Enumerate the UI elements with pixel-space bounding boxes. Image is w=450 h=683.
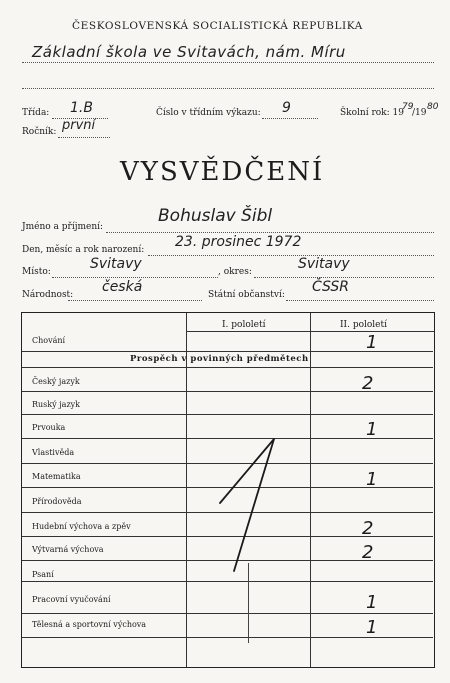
subject-label-8: Psaní	[32, 570, 54, 579]
subject-label-10: Tělesná a sportovní výchova	[32, 620, 147, 629]
row-line-0	[22, 391, 433, 392]
row-line-8	[22, 581, 433, 582]
subject-label-6: Hudební výchova a zpěv	[32, 522, 131, 531]
subject-grade-h2-2: 1	[366, 419, 378, 440]
place-label: Místo:	[22, 267, 51, 277]
chovani-label: Chování	[32, 336, 66, 345]
col-header-h2: II. pololetí	[340, 320, 388, 330]
citizenship-dotline	[286, 300, 434, 301]
district-value: Svitavy	[298, 256, 350, 272]
place-value: Svitavy	[90, 256, 142, 272]
chovani-grade-h2: 1	[366, 332, 378, 353]
row-line-1	[22, 414, 433, 415]
first-semester-mark-stroke	[248, 563, 249, 643]
nationality-value: česká	[102, 279, 143, 295]
name-value: Bohuslav Šibl	[158, 206, 273, 226]
row-line-chovani	[22, 351, 433, 352]
birth-dotline	[148, 255, 434, 256]
subject-label-0: Český jazyk	[32, 377, 80, 386]
nationality-label: Národnost:	[22, 290, 74, 300]
subject-label-1: Ruský jazyk	[32, 400, 81, 409]
row-line-10	[22, 637, 433, 638]
subject-label-3: Vlastivěda	[32, 448, 75, 457]
subject-label-2: Prvouka	[32, 423, 66, 432]
cislo-value: 9	[282, 100, 291, 116]
row-line-section	[22, 367, 433, 368]
district-label: , okres:	[218, 267, 252, 277]
rok-value-a: 79	[402, 102, 414, 112]
name-label: Jméno a příjmení:	[22, 222, 104, 232]
cislo-label: Číslo v třídním výkazu:	[156, 108, 261, 118]
district-dotline	[254, 277, 434, 278]
trida-value: 1.B	[70, 100, 93, 116]
subject-grade-h2-10: 1	[366, 617, 378, 638]
birth-label: Den, měsíc a rok narození:	[22, 245, 145, 255]
rocnik-value: první	[62, 118, 96, 133]
citizenship-label: Státní občanství:	[208, 290, 285, 300]
grades-table	[21, 312, 435, 668]
trida-label: Třída:	[22, 108, 50, 118]
section-title: Prospěch v povinných předmětech	[130, 354, 309, 364]
subject-grade-h2-7: 2	[362, 542, 374, 563]
subject-label-7: Výtvarná výchova	[32, 545, 104, 554]
subject-grade-h2-9: 1	[366, 592, 378, 613]
cislo-dotline	[262, 118, 318, 119]
school-dotline-2	[22, 88, 434, 89]
school-name: Základní škola ve Svitavách, nám. Míru	[32, 43, 346, 61]
first-semester-grade-mark	[212, 431, 292, 581]
school-dotline	[22, 62, 434, 63]
rocnik-dotline	[58, 137, 110, 138]
header-underline	[186, 331, 434, 332]
subject-grade-h2-6: 2	[362, 518, 374, 539]
rok-value-b: 80	[427, 102, 439, 112]
subject-grade-h2-0: 2	[362, 373, 374, 394]
rok-sep: /19	[412, 108, 427, 118]
place-dotline	[52, 277, 218, 278]
state-header: ČESKOSLOVENSKÁ SOCIALISTICKÁ REPUBLIKA	[72, 20, 363, 32]
subject-grade-h2-4: 1	[366, 469, 378, 490]
col-header-h1: I. pololetí	[222, 320, 266, 330]
rok-label: Školní rok: 19	[340, 108, 404, 118]
name-dotline	[106, 232, 434, 233]
document-title: VYSVĚDČENÍ	[120, 157, 325, 187]
subject-label-9: Pracovní vyučování	[32, 595, 111, 604]
subject-label-5: Přírodověda	[32, 497, 82, 506]
subject-label-4: Matematika	[32, 472, 81, 481]
rocnik-label: Ročník:	[22, 127, 57, 137]
nationality-dotline	[68, 300, 202, 301]
row-line-9	[22, 613, 433, 614]
citizenship-value: ČSSR	[312, 279, 350, 295]
birth-value: 23. prosinec 1972	[175, 234, 302, 250]
